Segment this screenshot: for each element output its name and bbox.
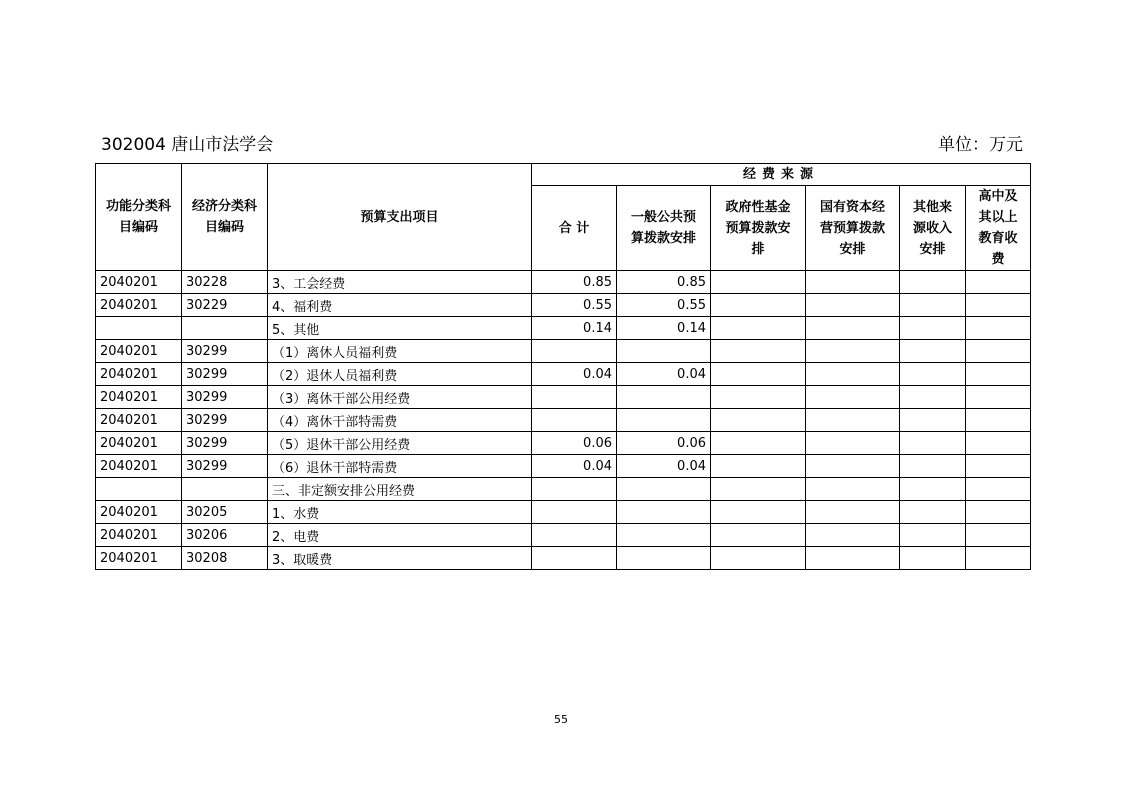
state-capital-cell [806,432,900,455]
budget-table [95,163,1031,570]
table-row [96,386,1031,409]
general-cell [617,524,711,547]
state-capital-cell [806,547,900,570]
item-cell: 5、其他 [268,317,532,340]
other-income-cell [900,432,966,455]
other-income-cell [900,524,966,547]
state-capital-cell [806,386,900,409]
state-capital-cell [806,501,900,524]
header-row-1 [96,164,1031,186]
gov-fund-cell [711,432,806,455]
general-cell: 0.06 [617,432,711,455]
total-cell [532,547,617,570]
item-cell: 3、工会经费 [268,271,532,294]
econ-code-cell: 30208 [182,547,268,570]
gov-fund-cell [711,547,806,570]
gov-fund-cell [711,294,806,317]
state-capital-cell [806,455,900,478]
other-income-cell [900,455,966,478]
gov-fund-cell [711,386,806,409]
total-cell: 0.04 [532,363,617,386]
item-cell: （4）离休干部特需费 [268,409,532,432]
state-capital-cell [806,409,900,432]
table-row [96,271,1031,294]
func-code-cell [96,478,182,501]
state-capital-cell [806,363,900,386]
higher-edu-cell [966,501,1031,524]
total-cell: 0.85 [532,271,617,294]
table-row [96,409,1031,432]
table-row [96,478,1031,501]
header-general-budget: 一般公共预 算拨款安排 [617,186,711,271]
header-item: 预算支出项目 [268,164,532,271]
total-cell [532,409,617,432]
econ-code-cell: 30206 [182,524,268,547]
total-cell: 0.14 [532,317,617,340]
table-row [96,501,1031,524]
func-code-cell: 2040201 [96,340,182,363]
total-cell [532,386,617,409]
item-cell: （3）离休干部公用经费 [268,386,532,409]
item-cell: 2、电费 [268,524,532,547]
econ-code-cell: 30228 [182,271,268,294]
func-code-cell: 2040201 [96,271,182,294]
gov-fund-cell [711,478,806,501]
other-income-cell [900,386,966,409]
item-cell: （2）退休人员福利费 [268,363,532,386]
table-row [96,317,1031,340]
item-cell: 4、福利费 [268,294,532,317]
gov-fund-cell [711,317,806,340]
gov-fund-cell [711,363,806,386]
table-row [96,524,1031,547]
econ-code-cell: 30299 [182,363,268,386]
other-income-cell [900,501,966,524]
econ-code-cell: 30229 [182,294,268,317]
item-cell: （5）退休干部公用经费 [268,432,532,455]
table-row [96,547,1031,570]
econ-code-cell [182,317,268,340]
gov-fund-cell [711,340,806,363]
header-total: 合 计 [532,186,617,271]
higher-edu-cell [966,455,1031,478]
page-number: 55 [554,713,568,726]
table-row [96,363,1031,386]
header-econ-code: 经济分类科 目编码 [182,164,268,271]
econ-code-cell: 30299 [182,409,268,432]
func-code-cell: 2040201 [96,501,182,524]
general-cell: 0.85 [617,271,711,294]
total-cell [532,524,617,547]
general-cell [617,409,711,432]
general-cell: 0.04 [617,363,711,386]
other-income-cell [900,478,966,501]
total-cell: 0.55 [532,294,617,317]
gov-fund-cell [711,271,806,294]
higher-edu-cell [966,409,1031,432]
gov-fund-cell [711,501,806,524]
func-code-cell [96,317,182,340]
document-title: 302004 唐山市法学会 [101,135,274,155]
header-gov-fund: 政府性基金 预算拨款安 排 [711,186,806,271]
state-capital-cell [806,317,900,340]
other-income-cell [900,547,966,570]
item-cell: 1、水费 [268,501,532,524]
other-income-cell [900,317,966,340]
general-cell: 0.55 [617,294,711,317]
total-cell [532,501,617,524]
table-row [96,455,1031,478]
state-capital-cell [806,294,900,317]
general-cell [617,501,711,524]
func-code-cell: 2040201 [96,386,182,409]
econ-code-cell: 30299 [182,386,268,409]
header-other-income: 其他来 源收入 安排 [900,186,966,271]
unit-label: 单位：万元 [938,135,1023,155]
table-row [96,294,1031,317]
general-cell [617,386,711,409]
total-cell: 0.04 [532,455,617,478]
total-cell [532,340,617,363]
state-capital-cell [806,340,900,363]
func-code-cell: 2040201 [96,363,182,386]
func-code-cell: 2040201 [96,294,182,317]
econ-code-cell [182,478,268,501]
header-funding-source: 经费来源 [532,164,1031,186]
item-cell: （6）退休干部特需费 [268,455,532,478]
header-func-code: 功能分类科 目编码 [96,164,182,271]
func-code-cell: 2040201 [96,409,182,432]
other-income-cell [900,363,966,386]
table-row [96,340,1031,363]
other-income-cell [900,271,966,294]
state-capital-cell [806,271,900,294]
func-code-cell: 2040201 [96,455,182,478]
header-higher-edu-fees: 高中及 其以上 教育收 费 [966,186,1031,271]
higher-edu-cell [966,524,1031,547]
higher-edu-cell [966,294,1031,317]
higher-edu-cell [966,317,1031,340]
econ-code-cell: 30205 [182,501,268,524]
econ-code-cell: 30299 [182,432,268,455]
item-cell: 3、取暖费 [268,547,532,570]
table-row [96,432,1031,455]
other-income-cell [900,340,966,363]
gov-fund-cell [711,455,806,478]
general-cell: 0.14 [617,317,711,340]
general-cell [617,547,711,570]
state-capital-cell [806,524,900,547]
func-code-cell: 2040201 [96,432,182,455]
item-cell: 三、非定额安排公用经费 [268,478,532,501]
gov-fund-cell [711,409,806,432]
state-capital-cell [806,478,900,501]
higher-edu-cell [966,340,1031,363]
general-cell: 0.04 [617,455,711,478]
gov-fund-cell [711,524,806,547]
header-state-capital: 国有资本经 营预算拨款 安排 [806,186,900,271]
total-cell [532,478,617,501]
func-code-cell: 2040201 [96,524,182,547]
other-income-cell [900,294,966,317]
general-cell [617,340,711,363]
higher-edu-cell [966,478,1031,501]
higher-edu-cell [966,432,1031,455]
econ-code-cell: 30299 [182,340,268,363]
higher-edu-cell [966,363,1031,386]
econ-code-cell: 30299 [182,455,268,478]
higher-edu-cell [966,547,1031,570]
total-cell: 0.06 [532,432,617,455]
func-code-cell: 2040201 [96,547,182,570]
item-cell: （1）离休人员福利费 [268,340,532,363]
other-income-cell [900,409,966,432]
higher-edu-cell [966,386,1031,409]
higher-edu-cell [966,271,1031,294]
general-cell [617,478,711,501]
